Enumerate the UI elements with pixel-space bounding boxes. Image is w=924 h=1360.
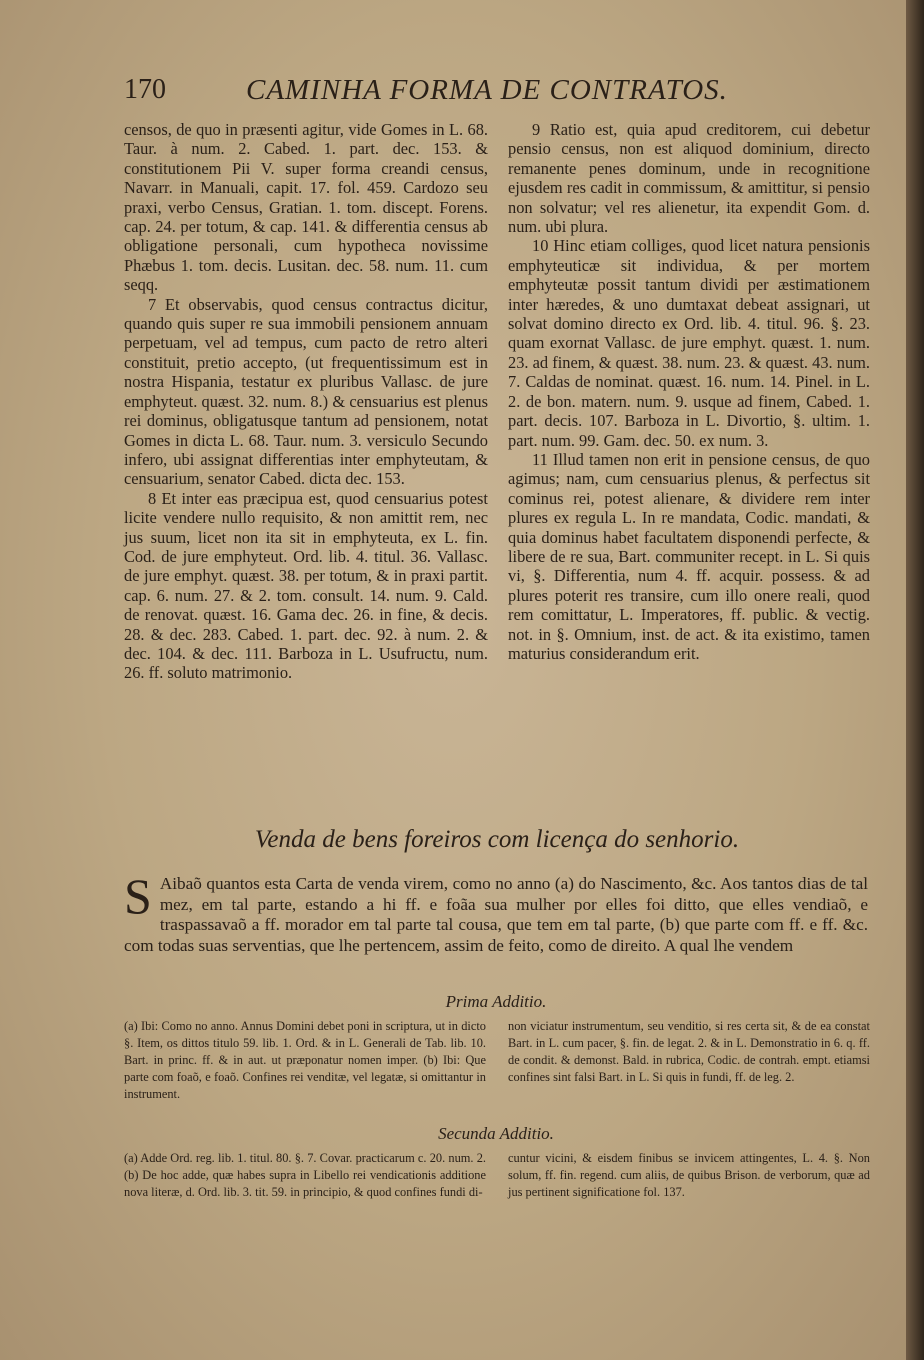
prima-additio-left-note	[124, 1018, 486, 1103]
right-column	[508, 120, 870, 663]
page-number: 170	[124, 74, 166, 105]
drop-cap: S	[124, 868, 152, 924]
secunda-additio-left-note	[124, 1150, 486, 1201]
note-text: (a) Ibi: Como no anno. Annus Domini debet poni in scriptura, ut in dicto §. Item, os dittos titulo 59. lib. 1. Ord. & in L. Generali de Tab. lib. 10. Bart. in princ. ff. & in aut. ut præponatur nomen imper. (b) Ibi: Que parte com foaõ, e foaõ. Confines rei venditæ, vel legatæ, si omittantur in instrument.	[124, 1019, 486, 1101]
book-gutter	[906, 0, 924, 1360]
secunda-additio-heading: Secunda Additio.	[438, 1124, 554, 1143]
right-paragraph-2: 10 Hinc etiam colliges, quod licet natura pensionis emphyteuticæ sit individua, & per mortem emphyteutæ possit tantum dividi per æstimationem inter hæredes, & uno dumtaxat debeat assignari, ut solvat domino directo ex Ord. lib. 4. titul. 96. §. 23. quam exornat Vallasc. de jure emphyt. quæst. 1. num. 23. ad finem, & quæst. 38. num. 23. & quæst. 43. num. 7. Caldas de nominat. quæst. 16. num. 14. Pinel. in L. 2. de bon. matern. num. 9. usque ad finem, Cabed. 1. part. decis. 107. Barboza in L. Divortio, §. ultim. 1. part. num. 99. Gam. dec. 50. ex num. 3.	[508, 236, 870, 450]
prima-additio-heading: Prima Additio.	[445, 992, 547, 1011]
page-header	[124, 70, 784, 110]
section-title: Venda de bens foreiros com licença do senhorio.	[254, 826, 740, 853]
note-text: cuntur vicini, & eisdem finibus se invicem attingentes, L. 4. §. Non solum, ff. fin. regend. cum aliis, de quibus Brison. de verborum, quæ ad jus pertinent significatione fol. 137.	[508, 1151, 870, 1199]
left-paragraph-3: 8 Et inter eas præcipua est, quod censuarius potest licite vendere nullo requisito, & non amittit rem, nec jus suum, licet non ita sit in emphyteuta, ex L. fin. Cod. de jure emphyteut. Ord. lib. 4. titul. 36. Vallasc. de jure emphyt. quæst. 38. per totum, & in praxi partit. cap. 6. num. 27. & 2. tom. consult. 14. num. 9. Cald. de renovat. quæst. 16. Gama dec. 26. in fine, & decis. 28. & dec. 283. Cabed. 1. part. dec. 92. à num. 2. & dec. 104. & dec. 111. Barboza in L. Usufructu, num. 26. ff. soluto matrimonio.	[124, 488, 488, 683]
right-paragraph-3: 11 Illud tamen non erit in pensione census, de quo agimus; nam, cum censuarius plenus, & perfectus sit cominus rei, potest alienare, & dividere rem inter plures ex regula L. In re mandata, Codic. mandati, & quia dominus habet facultatem disponendi perfecte, & libere de re sua, Bart. communiter recept. in L. Si quis vi, §. Differentia, num 4. ff. acquir. possess. & ad plures poterit res transire, cum illo onere reali, quod rem comittatur, L. Imperatores, ff. public. & vectig. not. in §. Omnium, inst. de act. & ita existimo, tamen maturius considerandum erit.	[508, 449, 870, 663]
left-column	[124, 120, 488, 683]
deed-body	[124, 868, 868, 956]
deed-text: Aibaõ quantos esta Carta de venda virem, como no anno (a) do Nascimento, &c. Aos tantos dias de tal mez, em tal parte, estando a hi ff. e foãa sua mulher por elles foi ditto, que elles vendiaõ, e traspassavaõ a ff. morador em tal parte tal cousa, que tem em tal parte, (b) que parte com ff. e ff. &c. com todas suas serventias, que lhe pertencem, assim de feito, como de direito. A qual lhe vendem	[124, 874, 868, 955]
note-text: (a) Adde Ord. reg. lib. 1. titul. 80. §. 7. Covar. practicarum c. 20. num. 2. (b) De hoc adde, quæ habes supra in Libello rei vendicationis additione nova literæ, d. Ord. lib. 3. tit. 59. in principio, & quod confines fundi di-	[124, 1151, 486, 1199]
secunda-additio-right-note	[508, 1150, 870, 1201]
left-paragraph-2: 7 Et observabis, quod census contractus dicitur, quando quis super re sua immobili pensionem annuam perpetuam, vel ad tempus, cum pacto de retro alteri constituit, pretio accepto, (ut frequentissimum est in nostra Hispania, testatur ex pluribus Vallasc. de jure emphyteut. quæst. 32. num. 8.) & censuarius est plenus rei dominus, obligatusque tantum ad pensionem, notat Gomes in dicta L. 68. Taur. num. 3. versiculo Secundo infero, ubi assignat differentias inter emphyteutam, & censuarium, senator Cabed. dicta dec. 153.	[124, 294, 488, 489]
prima-additio-right-note	[508, 1018, 870, 1086]
left-paragraph-1: censos, de quo in præsenti agitur, vide Gomes in L. 68. Taur. à num. 2. Cabed. 1. part. dec. 153. & constitutionem Pii V. super forma creandi census, Navarr. in Manuali, capit. 17. fol. 459. Cardozo seu praxi, verbo Census, Gratian. 1. tom. discept. Forens. cap. 24. per totum, & cap. 141. & differentia census ab obligatione personali, cum hypotheca novissime Phæbus 1. tom. decis. Lusitan. dec. 58. num. 11. cum seqq.	[124, 120, 488, 295]
right-paragraph-1: 9 Ratio est, quia apud creditorem, cui debetur pensio census, non est aliquod dominium, directo remanente penes dominum, unde in recognitione ejusdem res cadit in commissum, & amittitur, si pensio non solvatur; vel res alienetur, ita expendit Gom. d. num. ubi plura.	[508, 120, 870, 237]
note-text: non viciatur instrumentum, seu venditio, si res certa sit, & de ea constat Bart. in L. cum pacer, §. fin. de legat. 2. & in L. Demonstratio in 6. q. ff. de condit. & demonst. Bald. in rubrica, Codic. de contrah. empt. etiamsi confines sint falsi Bart. in L. Si quis in fundi, ff. de leg. 2.	[508, 1019, 870, 1084]
running-title: CAMINHA FORMA DE CONTRATOS.	[246, 74, 728, 106]
